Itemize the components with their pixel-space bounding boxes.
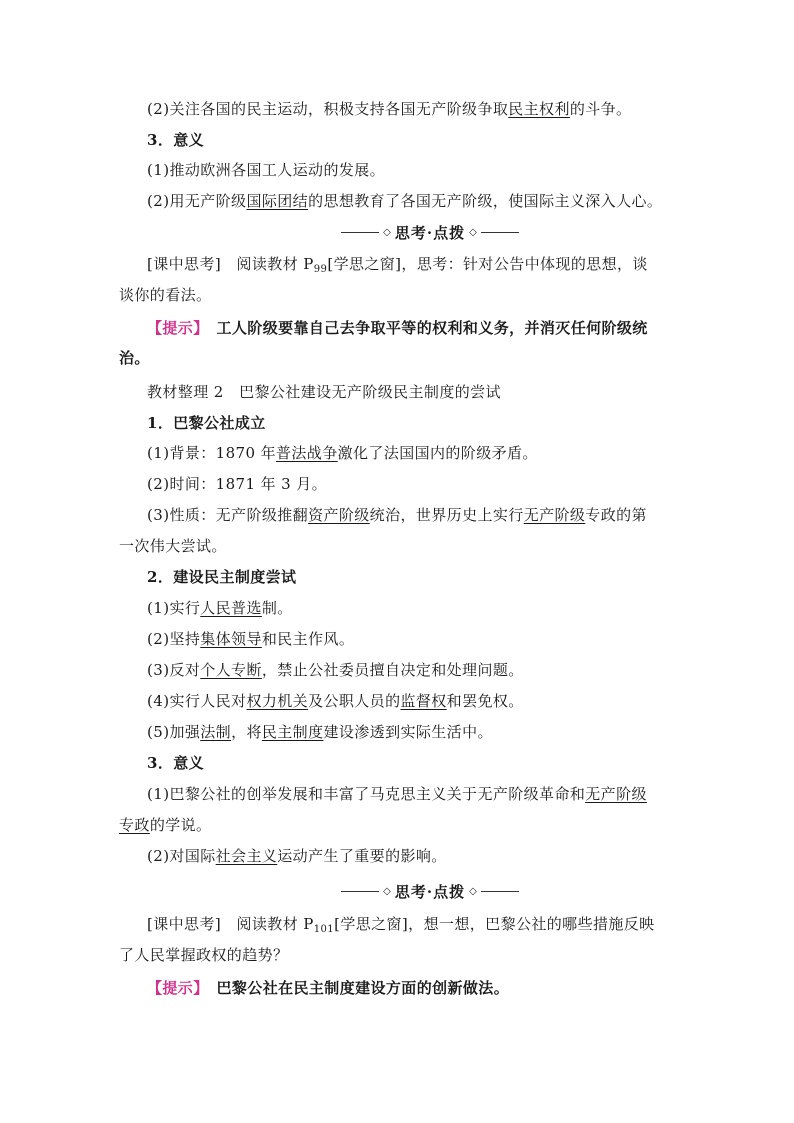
question-line: [课中思考] 阅读教材 $P_{99}$[学思之窗]，思考：针对公告中体现的思想，谈 bbox=[147, 255, 648, 275]
text-line: (4)实行人民对权力机关及公职人员的监督权和罢免权。 bbox=[147, 692, 524, 710]
underlined-term: 无产阶级 bbox=[523, 506, 586, 524]
question-line: 了人民掌握政权的趋势？ bbox=[119, 946, 289, 964]
diamond-icon: ◇ bbox=[469, 226, 477, 238]
text-line: (2)坚持集体领导和民主作风。 bbox=[147, 630, 355, 648]
underlined-term: 社会主义 bbox=[215, 847, 278, 865]
text-line: (1)背景：1870 年普法战争激化了法国国内的阶级矛盾。 bbox=[147, 444, 538, 462]
diamond-icon: ◇ bbox=[469, 885, 477, 897]
underlined-term: 民主制度 bbox=[261, 723, 324, 741]
text-line: (2)对国际社会主义运动产生了重要的影响。 bbox=[147, 847, 447, 865]
diamond-icon: ◇ bbox=[383, 226, 391, 238]
underlined-term: 普法战争 bbox=[276, 444, 338, 462]
divider-label: 思考·点拨 bbox=[394, 882, 466, 901]
divider-label: 思考·点拨 bbox=[394, 223, 466, 242]
underlined-term: 专政 bbox=[119, 816, 150, 834]
text-line: (2)关注各国的民主运动，积极支持各国无产阶级争取民主权利的斗争。 bbox=[147, 100, 632, 118]
text-line: (1)巴黎公社的创举发展和丰富了马克思主义关于无产阶级革命和无产阶级 bbox=[147, 785, 647, 803]
text-line: (2)用无产阶级国际团结的思想教育了各国无产阶级，使国际主义深入人心。 bbox=[147, 192, 663, 210]
underlined-term: 监督权 bbox=[400, 692, 447, 710]
underlined-term: 权力机关 bbox=[246, 692, 309, 710]
underlined-term: 资产阶级 bbox=[308, 506, 370, 524]
underlined-term: 个人专断 bbox=[200, 661, 262, 679]
tip-line: 【提示】 巴黎公社在民主制度建设方面的创新做法。 bbox=[147, 979, 510, 997]
underlined-term: 集体领导 bbox=[200, 630, 262, 648]
underlined-term: 国际团结 bbox=[246, 192, 309, 210]
section-heading: 3．意义 bbox=[147, 754, 205, 772]
section-heading: 3．意义 bbox=[147, 131, 205, 149]
tip-label: 【提示】 bbox=[147, 979, 202, 997]
text-line: (5)加强法制，将民主制度建设渗透到实际生活中。 bbox=[147, 723, 493, 741]
divider-think bbox=[0, 221, 794, 243]
diamond-icon: ◇ bbox=[383, 885, 391, 897]
section-title: 教材整理 2 巴黎公社建设无产阶级民主制度的尝试 bbox=[147, 383, 501, 401]
underlined-term: 人民普选 bbox=[200, 599, 262, 617]
tip-line: 【提示】 工人阶级要靠自己去争取平等的权利和义务，并消灭任何阶级统 bbox=[147, 319, 648, 337]
tip-line: 治。 bbox=[119, 349, 150, 367]
text-line: (3)性质：无产阶级推翻资产阶级统治，世界历史上实行无产阶级专政的第 bbox=[147, 506, 647, 524]
section-heading: 1．巴黎公社成立 bbox=[147, 414, 266, 432]
underlined-term: 法制 bbox=[200, 723, 232, 741]
question-line: [课中思考] 阅读教材 $P_{101}$[学思之窗]，想一想，巴黎公社的哪些措施反映 bbox=[147, 915, 655, 935]
text-line: (2)时间：1871 年 3 月。 bbox=[147, 475, 328, 493]
text-line: 专政的学说。 bbox=[119, 816, 212, 834]
question-line: 谈你的看法。 bbox=[119, 286, 212, 304]
underlined-term: 民主权利 bbox=[508, 100, 570, 118]
section-heading: 2．建设民主制度尝试 bbox=[147, 568, 297, 586]
text-line: (1)推动欧洲各国工人运动的发展。 bbox=[147, 161, 386, 179]
tip-label: 【提示】 bbox=[147, 319, 202, 337]
text-line: 一次伟大尝试。 bbox=[119, 537, 227, 555]
divider-think bbox=[0, 880, 794, 902]
underlined-term: 无产阶级 bbox=[585, 785, 647, 803]
text-line: (3)反对个人专断，禁止公社委员擅自决定和处理问题。 bbox=[147, 661, 524, 679]
text-line: (1)实行人民普选制。 bbox=[147, 599, 293, 617]
